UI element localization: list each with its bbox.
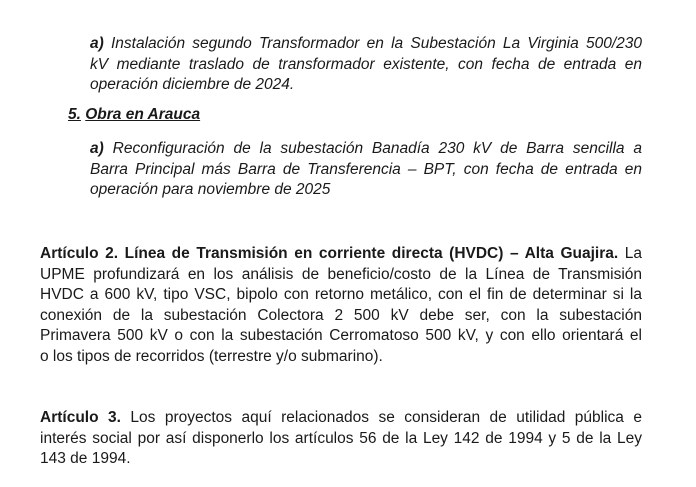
item-a-virginia: [90, 34, 642, 96]
item-a-virginia-prefix: a): [90, 35, 104, 52]
section-5-number: 5.: [68, 106, 81, 123]
articulo-2-line-1-tail: La: [624, 245, 642, 262]
item-a-virginia-text-1: Instalación segundo Transformador en la Subestación La Virginia 500/230: [111, 35, 642, 52]
articulo-2-line-2: UPME profundizará en los análisis de beneficio/costo de la Línea de Transmisión: [40, 265, 642, 283]
articulo-3-line-1-tail: Los proyectos aquí relacionados se consideran de utilidad pública e: [130, 409, 642, 426]
articulo-3-line-1: [40, 408, 642, 429]
articulo-3-line-2: interés social por así disponerlo los artículos 56 de la Ley 142 de 1994 y 5 de la Ley: [40, 429, 642, 447]
articulo-2-line-4: conexión de la subestación Colectora 2 500 kV debe ser, con la subestación: [40, 306, 642, 324]
articulo-2-line-1: [40, 244, 642, 265]
item-a-virginia-line-1: [90, 34, 642, 55]
articulo-2-line-5: Primavera 500 kV o con la subestación Cerromatoso 500 kV, y con ello orientará el: [40, 327, 642, 344]
item-a-arauca-line-1: [90, 139, 642, 160]
item-a-virginia-line-3: operación diciembre de 2024.: [90, 76, 295, 93]
articulo-3-line-3: 143 de 1994.: [40, 450, 131, 467]
articulo-3: [40, 408, 642, 470]
section-5-heading: [68, 105, 200, 125]
articulo-2-heading: Artículo 2. Línea de Transmisión en corriente directa (HVDC) – Alta Guajira.: [40, 245, 619, 262]
item-a-arauca: [90, 139, 642, 201]
section-5-title: Obra en Arauca: [85, 106, 201, 123]
item-a-arauca-line-2: Barra Principal más Barra de Transferencia – BPT, con fecha de entrada en: [90, 160, 642, 178]
item-a-arauca-text-1: Reconfiguración de la subestación Banadía 230 kV de Barra sencilla a: [112, 140, 642, 157]
articulo-2-line-3: HVDC a 600 kV, tipo VSC, bipolo con retorno metálico, con el fin de determinar si la: [40, 286, 642, 303]
item-a-arauca-prefix: a): [90, 140, 104, 157]
item-a-arauca-line-3: operación para noviembre de 2025: [90, 181, 331, 198]
articulo-2-line-6: o los tipos de recorridos (terrestre y/o submarino).: [40, 347, 383, 365]
item-a-virginia-line-2: kV mediante traslado de transformador existente, con fecha de entrada en: [90, 55, 642, 73]
articulo-3-heading: Artículo 3.: [40, 409, 121, 426]
articulo-2: [40, 244, 642, 367]
